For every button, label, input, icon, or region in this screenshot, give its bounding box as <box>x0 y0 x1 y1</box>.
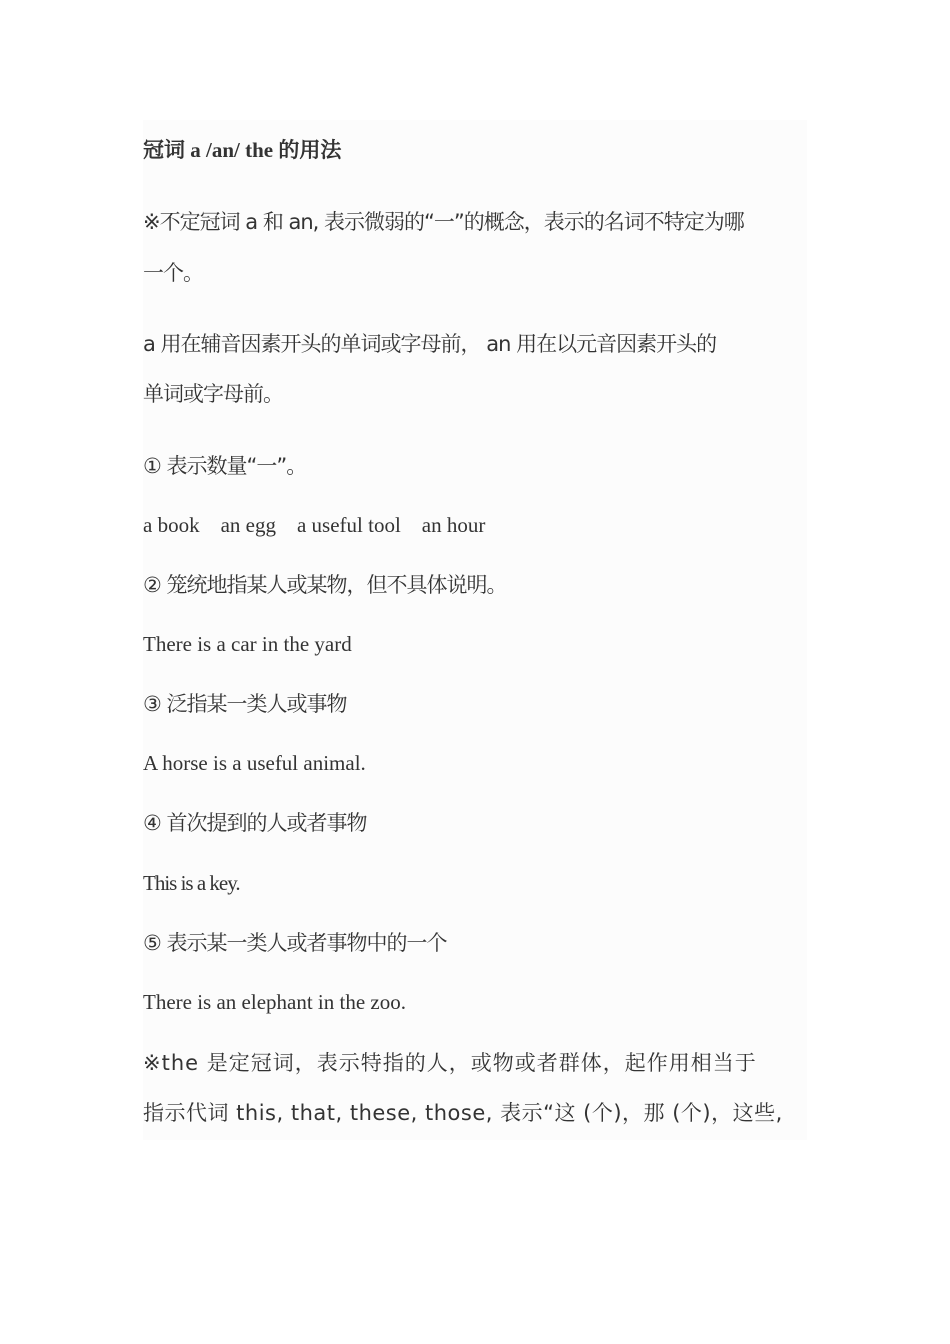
paragraph-indefinite-article-line-1: ※不定冠词 a 和 an, 表示微弱的“一”的概念，表示的名词不特定为哪 <box>143 210 744 234</box>
paragraph-indefinite-article-line-2: 一个。 <box>143 261 203 285</box>
usage-item-2-heading: ② 笼统地指某人或某物，但不具体说明。 <box>143 573 507 597</box>
document-page <box>143 120 807 1140</box>
paragraph-definite-article-line-1: ※the 是定冠词，表示特指的人，或物或者群体，起作用相当于 <box>143 1051 757 1075</box>
paragraph-a-an-usage-line-2: 单词或字母前。 <box>143 382 283 406</box>
usage-item-3-heading: ③ 泛指某一类人或事物 <box>143 692 347 716</box>
usage-item-4-example: This is a key. <box>143 871 240 895</box>
usage-item-5-heading: ⑤ 表示某一类人或者事物中的一个 <box>143 931 447 955</box>
usage-item-4-heading: ④ 首次提到的人或者事物 <box>143 811 367 835</box>
usage-item-3-example: A horse is a useful animal. <box>143 751 366 775</box>
paragraph-definite-article-line-2: 指示代词 this, that, these, those, 表示“这 (个)，那 (个)，这些, <box>143 1101 783 1125</box>
usage-item-1-example: a book an egg a useful tool an hour <box>143 513 486 537</box>
usage-item-1-heading: ① 表示数量“一”。 <box>143 454 307 478</box>
paragraph-a-an-usage-line-1: a 用在辅音因素开头的单词或字母前， an 用在以元音因素开头的 <box>143 332 717 356</box>
usage-item-5-example: There is an elephant in the zoo. <box>143 990 406 1014</box>
document-title: 冠词 a /an/ the 的用法 <box>143 138 342 162</box>
usage-item-2-example: There is a car in the yard <box>143 632 352 656</box>
